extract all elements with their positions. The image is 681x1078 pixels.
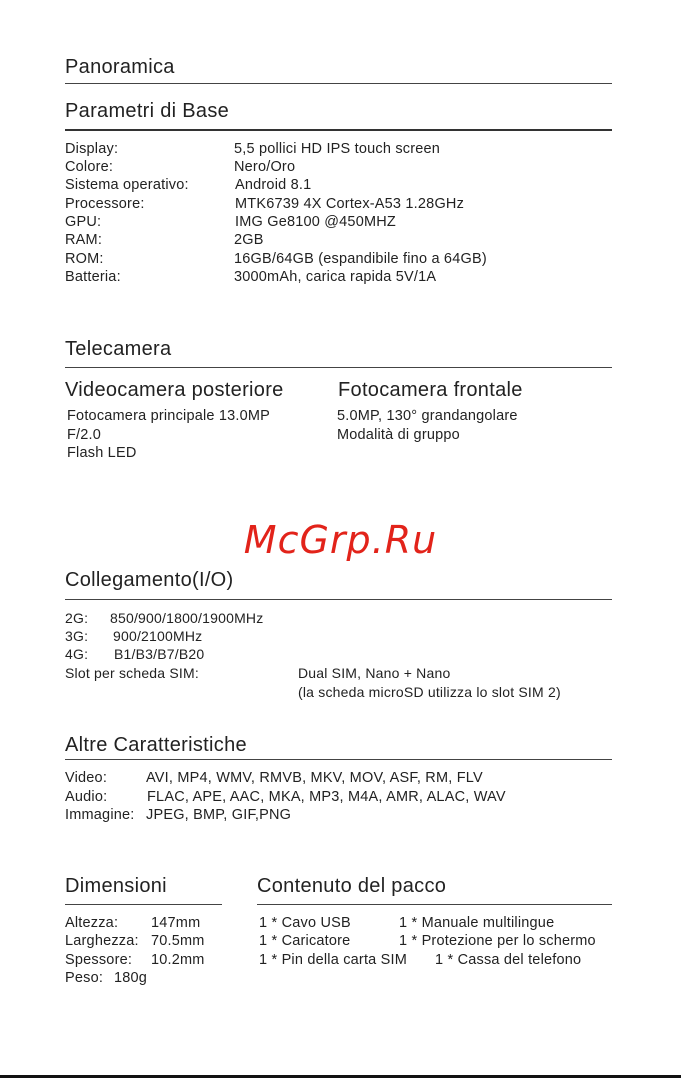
section-title-package: Contenuto del pacco <box>257 875 447 897</box>
section-title-overview: Panoramica <box>65 56 175 78</box>
spec-value-color: Nero/Oro <box>234 159 296 175</box>
section-title-basic: Parametri di Base <box>65 100 230 122</box>
divider <box>65 904 222 905</box>
rear-camera-line: Fotocamera principale 13.0MP <box>67 408 271 424</box>
divider <box>65 759 612 760</box>
spec-label-rom: ROM: <box>65 251 104 267</box>
spec-label-os: Sistema operativo: <box>65 177 189 193</box>
divider <box>65 129 612 131</box>
spec-label-ram: RAM: <box>65 232 103 248</box>
package-item: 1 * Manuale multilingue <box>399 915 555 931</box>
front-camera-line: 5.0MP, 130° grandangolare <box>337 408 518 424</box>
section-title-features: Altre Caratteristiche <box>65 734 247 756</box>
spec-label-color: Colore: <box>65 159 114 175</box>
dimension-value-height: 147mm <box>151 915 201 931</box>
spec-value-ram: 2GB <box>234 232 264 248</box>
package-item: 1 * Protezione per lo schermo <box>399 933 596 949</box>
divider <box>65 83 612 84</box>
spec-label-display: Display: <box>65 141 119 157</box>
dimension-label-height: Altezza: <box>65 915 119 931</box>
spec-label-cpu: Processore: <box>65 196 145 212</box>
spec-value-battery: 3000mAh, carica rapida 5V/1A <box>234 269 437 285</box>
section-title-dimensions: Dimensioni <box>65 875 167 897</box>
dimension-label-thickness: Spessore: <box>65 952 133 968</box>
sim-slot-label: Slot per scheda SIM: <box>65 665 199 681</box>
front-camera-line: Modalità di gruppo <box>337 427 460 443</box>
divider <box>65 367 612 368</box>
dimension-label-width: Larghezza: <box>65 933 139 949</box>
dimension-value-width: 70.5mm <box>151 933 205 949</box>
feature-value-video: AVI, MP4, WMV, RMVB, MKV, MOV, ASF, RM, FLV <box>146 770 483 786</box>
spec-value-display: 5,5 pollici HD IPS touch screen <box>234 141 441 157</box>
feature-value-image: JPEG, BMP, GIF,PNG <box>146 807 292 823</box>
divider <box>65 599 612 600</box>
feature-value-audio: FLAC, APE, AAC, MKA, MP3, M4A, AMR, ALAC, WAV <box>147 789 506 805</box>
sim-slot-value: Dual SIM, Nano + Nano <box>298 665 451 681</box>
package-item: 1 * Pin della carta SIM <box>259 952 408 968</box>
section-title-connectivity: Collegamento(I/O) <box>65 569 234 591</box>
rear-camera-line: F/2.0 <box>67 427 102 443</box>
spec-value-cpu: MTK6739 4X Cortex-A53 1.28GHz <box>235 196 465 212</box>
feature-label-video: Video: <box>65 770 108 786</box>
spec-label-battery: Batteria: <box>65 269 121 285</box>
subsection-title-rear-camera: Videocamera posteriore <box>65 379 284 401</box>
spec-value-rom: 16GB/64GB (espandibile fino a 64GB) <box>234 251 487 267</box>
spec-value-gpu: IMG Ge8100 @450MHZ <box>235 214 396 230</box>
feature-label-audio: Audio: <box>65 789 108 805</box>
network-value-2g: 850/900/1800/1900MHz <box>110 610 264 626</box>
spec-label-gpu: GPU: <box>65 214 102 230</box>
network-label-3g: 3G: <box>65 628 89 644</box>
section-title-camera: Telecamera <box>65 338 172 360</box>
divider <box>257 904 612 905</box>
dimension-value-thickness: 10.2mm <box>151 952 205 968</box>
network-value-4g: B1/B3/B7/B20 <box>114 646 205 662</box>
network-label-4g: 4G: <box>65 646 89 662</box>
dimension-label-weight: Peso: <box>65 970 104 986</box>
dimension-value-weight: 180g <box>114 970 148 986</box>
network-value-3g: 900/2100MHz <box>113 628 203 644</box>
package-item: 1 * Caricatore <box>259 933 351 949</box>
package-item: 1 * Cavo USB <box>259 915 351 931</box>
watermark: McGrp.Ru <box>243 518 438 562</box>
subsection-title-front-camera: Fotocamera frontale <box>338 379 523 401</box>
sim-slot-note: (la scheda microSD utilizza lo slot SIM 2) <box>298 684 561 700</box>
package-item: 1 * Cassa del telefono <box>435 952 582 968</box>
network-label-2g: 2G: <box>65 610 89 626</box>
spec-value-os: Android 8.1 <box>235 177 312 193</box>
feature-label-image: Immagine: <box>65 807 135 823</box>
rear-camera-line: Flash LED <box>67 445 137 461</box>
